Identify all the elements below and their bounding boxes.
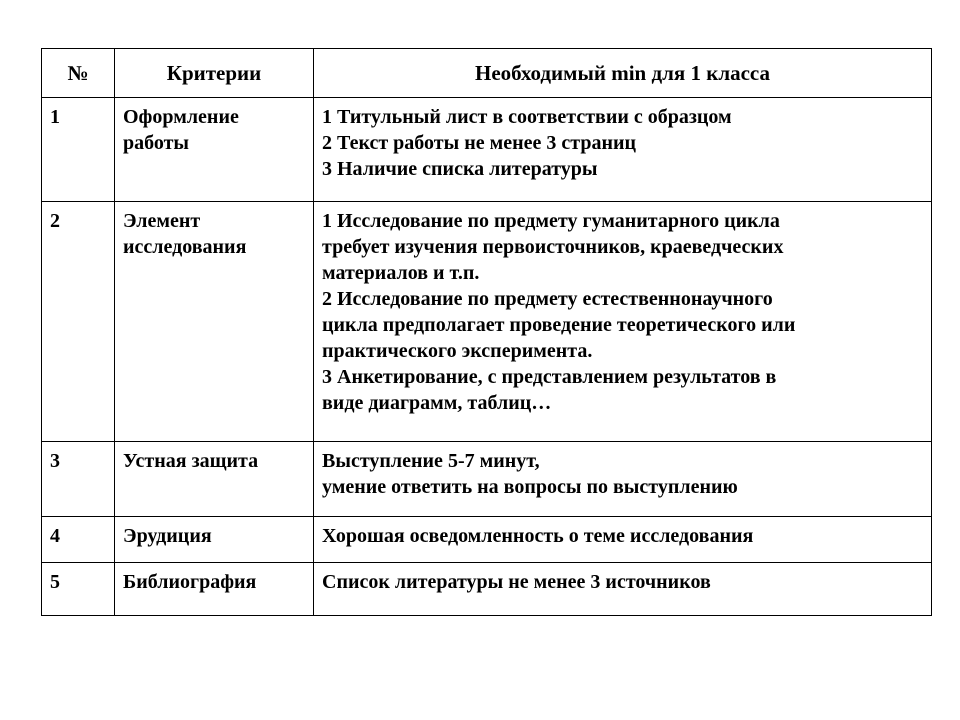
requirement-line: умение ответить на вопросы по выступлению xyxy=(322,476,738,498)
header-requirement: Необходимый min для 1 класса xyxy=(314,49,932,98)
row-criteria xyxy=(115,202,314,442)
header-number: № xyxy=(42,49,115,98)
row-criteria xyxy=(115,98,314,202)
requirement-line: 3 Анкетирование, с представлением результатов в xyxy=(322,366,777,388)
requirement-line: материалов и т.п. xyxy=(322,262,480,284)
row-criteria xyxy=(115,517,314,563)
requirement-line: 2 Текст работы не менее 3 страниц xyxy=(322,132,637,154)
row-criteria xyxy=(115,563,314,616)
requirement-line: 2 Исследование по предмету естественнонаучного xyxy=(322,288,773,310)
header-criteria: Критерии xyxy=(115,49,314,98)
criteria-line: Элемент xyxy=(123,210,201,232)
criteria-line: исследования xyxy=(123,236,247,258)
row-number: 1 xyxy=(42,98,115,202)
table-row xyxy=(42,517,932,563)
table-row xyxy=(42,442,932,517)
criteria-line: Оформление xyxy=(123,106,239,128)
row-number: 4 xyxy=(42,517,115,563)
requirement-line: виде диаграмм, таблиц… xyxy=(322,392,552,414)
row-number: 5 xyxy=(42,563,115,616)
row-number: 3 xyxy=(42,442,115,517)
row-requirement xyxy=(314,563,932,616)
criteria-line: работы xyxy=(123,132,190,154)
requirement-line: 3 Наличие списка литературы xyxy=(322,158,598,180)
criteria-line: Устная защита xyxy=(123,450,259,472)
requirement-line: Хорошая осведомленность о теме исследования xyxy=(322,525,754,547)
row-requirement xyxy=(314,517,932,563)
requirement-line: требует изучения первоисточников, краеведческих xyxy=(322,236,784,258)
table-header-row xyxy=(42,49,932,98)
criteria-line: Библиография xyxy=(123,571,257,593)
requirement-line: 1 Исследование по предмету гуманитарного цикла xyxy=(322,210,780,232)
row-number: 2 xyxy=(42,202,115,442)
row-requirement xyxy=(314,98,932,202)
row-criteria xyxy=(115,442,314,517)
requirement-line: Выступление 5-7 минут, xyxy=(322,450,540,472)
row-requirement xyxy=(314,442,932,517)
requirement-line: практического эксперимента. xyxy=(322,340,593,362)
row-requirement xyxy=(314,202,932,442)
criteria-table xyxy=(41,48,932,616)
table-row xyxy=(42,98,932,202)
table-row xyxy=(42,202,932,442)
requirement-line: цикла предполагает проведение теоретического или xyxy=(322,314,796,336)
requirement-line: 1 Титульный лист в соответствии с образцом xyxy=(322,106,732,128)
criteria-line: Эрудиция xyxy=(123,525,212,547)
requirement-line: Список литературы не менее 3 источников xyxy=(322,571,711,593)
table-row xyxy=(42,563,932,616)
